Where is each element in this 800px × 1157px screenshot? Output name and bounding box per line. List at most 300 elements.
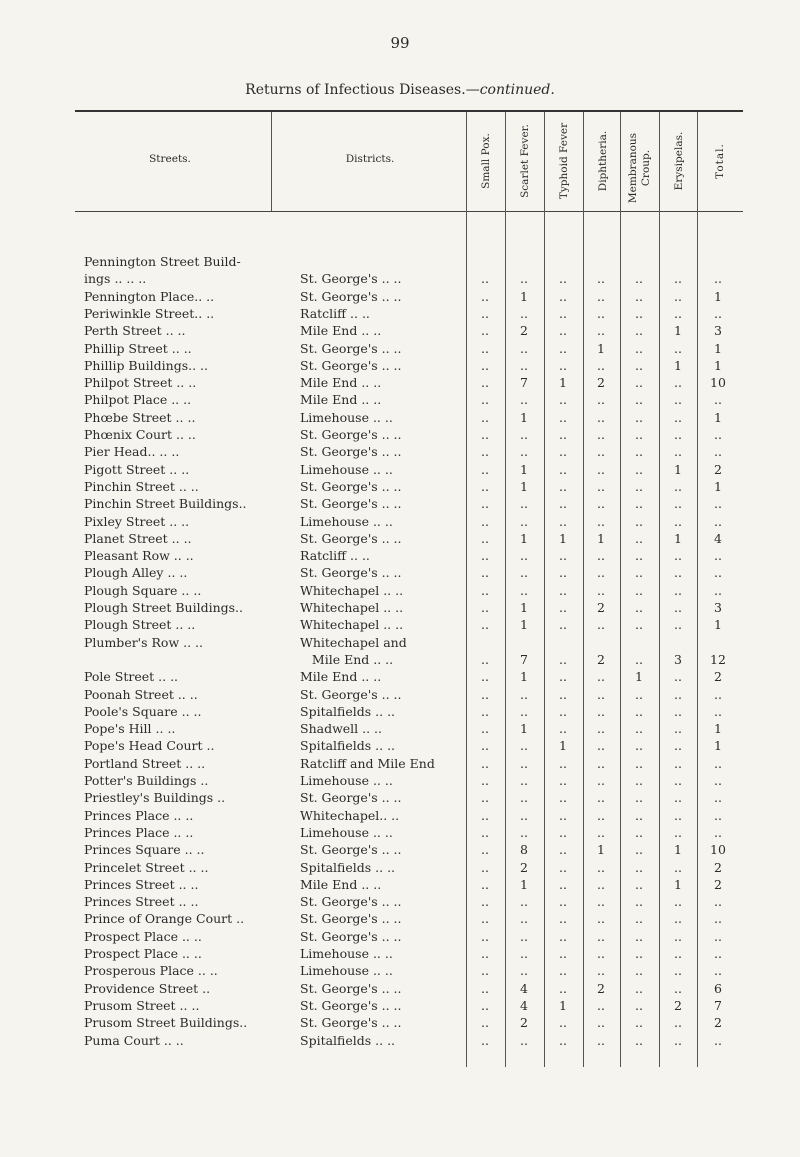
cell-value: .. <box>714 392 722 408</box>
cell-value: 1 <box>520 617 528 633</box>
table-row <box>0 341 800 358</box>
cell-value: .. <box>520 911 528 927</box>
cell-value: 1 <box>674 876 682 892</box>
cell-value: .. <box>635 600 643 615</box>
cell-value: 1 <box>635 669 643 685</box>
cell-value: .. <box>597 859 605 875</box>
cell-value: .. <box>635 807 643 823</box>
district-name: Mile End .. .. <box>300 651 394 667</box>
cell-value: .. <box>635 340 643 356</box>
table-row <box>0 877 800 894</box>
street-name: Princes Street .. .. <box>84 894 199 910</box>
cell-value: .. <box>635 288 643 304</box>
cell-value: .. <box>597 997 605 1013</box>
cell-value: .. <box>520 271 528 287</box>
cell-value: .. <box>481 946 489 961</box>
cell-value: .. <box>597 807 605 823</box>
street-name: Perth Street .. .. <box>84 323 186 339</box>
header-typhoid-fever: Typhoid Fever <box>558 122 570 200</box>
cell-value: 2 <box>597 375 605 391</box>
cell-value: .. <box>714 807 722 823</box>
table-row <box>0 358 800 375</box>
cell-value: .. <box>559 1015 567 1031</box>
cell-value: .. <box>520 686 528 702</box>
table-row <box>0 323 800 340</box>
cell-value: .. <box>674 669 682 685</box>
cell-value: .. <box>597 738 605 754</box>
street-name: Poonah Street .. .. <box>84 686 198 702</box>
street-name: Phillip Street .. .. <box>84 340 192 356</box>
cell-value: 3 <box>714 600 722 615</box>
cell-value: 2 <box>597 980 605 996</box>
cell-value: .. <box>559 911 567 927</box>
district-name: St. George's .. .. <box>300 444 402 460</box>
cell-value: .. <box>597 409 605 425</box>
cell-value: 10 <box>710 842 726 858</box>
cell-value: .. <box>714 496 722 512</box>
street-name: Pixley Street .. .. <box>84 513 190 529</box>
cell-value: .. <box>597 582 605 598</box>
cell-value: 1 <box>714 357 722 373</box>
cell-value: .. <box>559 444 567 460</box>
cell-value: .. <box>481 738 489 754</box>
table-row <box>0 911 800 928</box>
cell-value: .. <box>635 755 643 771</box>
district-name: St. George's .. .. <box>300 427 402 442</box>
district-name: St. George's .. .. <box>300 340 402 356</box>
district-name: St. George's .. .. <box>300 357 402 373</box>
cell-value: .. <box>597 565 605 581</box>
cell-value: .. <box>714 686 722 702</box>
table-row <box>0 1015 800 1032</box>
cell-value: 6 <box>714 980 722 996</box>
street-name: Phœbe Street .. .. <box>84 409 196 425</box>
cell-value: .. <box>674 755 682 771</box>
district-name: Spitalfields .. .. <box>300 859 396 875</box>
cell-value: .. <box>635 946 643 961</box>
cell-value: .. <box>674 444 682 460</box>
street-name: Princelet Street .. .. <box>84 859 209 875</box>
cell-value: .. <box>559 600 567 615</box>
cell-value: .. <box>674 271 682 287</box>
cell-value: 1 <box>520 600 528 615</box>
table-row <box>0 375 800 392</box>
cell-value: .. <box>635 375 643 391</box>
cell-value: .. <box>481 548 489 564</box>
cell-value: .. <box>635 582 643 598</box>
cell-value: .. <box>597 876 605 892</box>
cell-value: .. <box>674 980 682 996</box>
street-name: Princes Square .. .. <box>84 842 205 858</box>
cell-value: .. <box>674 790 682 806</box>
table-row <box>0 756 800 773</box>
cell-value: .. <box>559 842 567 858</box>
table-row <box>0 254 800 271</box>
table-row <box>0 306 800 323</box>
street-name: Plough Square .. .. <box>84 582 202 598</box>
cell-value: .. <box>559 409 567 425</box>
page-number: 99 <box>390 34 410 52</box>
street-name: Pope's Hill .. .. <box>84 721 176 737</box>
cell-value: .. <box>597 703 605 719</box>
cell-value: .. <box>520 357 528 373</box>
cell-value: 2 <box>520 859 528 875</box>
cell-value: 2 <box>714 461 722 477</box>
cell-value: .. <box>520 444 528 460</box>
cell-value: 1 <box>714 738 722 754</box>
cell-value: .. <box>597 323 605 339</box>
cell-value: .. <box>597 478 605 494</box>
cell-value: .. <box>674 375 682 391</box>
cell-value: .. <box>481 669 489 685</box>
district-name: St. George's .. .. <box>300 530 402 546</box>
table-row <box>0 635 800 652</box>
street-name: Periwinkle Street.. .. <box>84 305 215 321</box>
cell-value: .. <box>635 409 643 425</box>
cell-value: 2 <box>714 876 722 892</box>
cell-value: .. <box>559 513 567 529</box>
cell-value: .. <box>597 824 605 840</box>
cell-value: .. <box>481 876 489 892</box>
table-row <box>0 583 800 600</box>
cell-value: .. <box>520 790 528 806</box>
cell-value: .. <box>481 928 489 944</box>
cell-value: 1 <box>674 357 682 373</box>
table-row <box>0 687 800 704</box>
cell-value: .. <box>597 392 605 408</box>
cell-value: .. <box>635 894 643 910</box>
cell-value: .. <box>674 305 682 321</box>
district-name: St. George's .. .. <box>300 911 402 927</box>
district-name: Ratcliff .. .. <box>300 548 370 564</box>
cell-value: 1 <box>674 323 682 339</box>
cell-value: .. <box>674 824 682 840</box>
table-row <box>0 548 800 565</box>
cell-value: .. <box>597 1032 605 1048</box>
cell-value: .. <box>481 755 489 771</box>
cell-value: .. <box>597 427 605 442</box>
cell-value: .. <box>635 444 643 460</box>
cell-value: .. <box>481 357 489 373</box>
table-row <box>0 738 800 755</box>
cell-value: .. <box>597 669 605 685</box>
cell-value: .. <box>674 617 682 633</box>
cell-value: .. <box>520 773 528 788</box>
cell-value: .. <box>559 703 567 719</box>
street-name: Prusom Street Buildings.. <box>84 1015 248 1031</box>
cell-value: .. <box>597 928 605 944</box>
cell-value: .. <box>559 357 567 373</box>
header-diphtheria: Diphtheria. <box>597 130 609 192</box>
cell-value: .. <box>481 496 489 512</box>
district-name: St. George's .. .. <box>300 496 402 512</box>
cell-value: .. <box>597 963 605 979</box>
cell-value: .. <box>714 427 722 442</box>
cell-value: .. <box>714 790 722 806</box>
cell-value: .. <box>481 582 489 598</box>
district-name: Spitalfields .. .. <box>300 738 396 754</box>
cell-value: 1 <box>714 288 722 304</box>
street-name: Pope's Head Court .. <box>84 738 215 754</box>
cell-value: .. <box>714 824 722 840</box>
cell-value: .. <box>481 565 489 581</box>
street-name: Puma Court .. .. <box>84 1032 184 1048</box>
cell-value: .. <box>481 686 489 702</box>
cell-value: .. <box>674 911 682 927</box>
street-name: Pennington Street Build- <box>84 254 241 269</box>
cell-value: .. <box>597 271 605 287</box>
cell-value: 1 <box>559 738 567 754</box>
cell-value: .. <box>559 617 567 633</box>
cell-value: .. <box>635 565 643 581</box>
district-name: Mile End .. .. <box>300 323 382 339</box>
table-row <box>0 946 800 963</box>
cell-value: .. <box>481 600 489 615</box>
table-row <box>0 427 800 444</box>
cell-value: .. <box>635 721 643 737</box>
cell-value: .. <box>597 1015 605 1031</box>
street-name: ings .. .. .. <box>84 271 147 287</box>
cell-value: .. <box>481 340 489 356</box>
cell-value: .. <box>635 305 643 321</box>
cell-value: .. <box>520 427 528 442</box>
street-name: Prosperous Place .. .. <box>84 963 218 979</box>
cell-value: .. <box>597 357 605 373</box>
cell-value: .. <box>520 755 528 771</box>
cell-value: .. <box>674 478 682 494</box>
district-name: St. George's .. .. <box>300 288 402 304</box>
table-row <box>0 565 800 582</box>
street-name: Pigott Street .. .. <box>84 461 190 477</box>
cell-value: 1 <box>597 530 605 546</box>
cell-value: 7 <box>520 375 528 391</box>
cell-value: .. <box>481 824 489 840</box>
cell-value: .. <box>714 755 722 771</box>
cell-value: 1 <box>597 842 605 858</box>
cell-value: .. <box>674 496 682 512</box>
district-name: Whitechapel .. .. <box>300 600 404 615</box>
cell-value: .. <box>674 738 682 754</box>
cell-value: .. <box>520 392 528 408</box>
cell-value: 1 <box>714 721 722 737</box>
district-name: Mile End .. .. <box>300 669 382 685</box>
cell-value: .. <box>559 773 567 788</box>
cell-value: .. <box>635 548 643 564</box>
cell-value: 1 <box>559 997 567 1013</box>
district-name: Spitalfields .. .. <box>300 1032 396 1048</box>
district-name: St. George's .. .. <box>300 271 402 287</box>
district-name: St. George's .. .. <box>300 565 402 581</box>
caption-main: Returns of Infectious Diseases.— <box>245 82 480 98</box>
cell-value: .. <box>559 478 567 494</box>
cell-value: .. <box>559 963 567 979</box>
district-name: Whitechapel .. .. <box>300 582 404 598</box>
cell-value: .. <box>674 703 682 719</box>
table-row <box>0 1033 800 1050</box>
cell-value: 1 <box>714 478 722 494</box>
cell-value: 1 <box>714 617 722 633</box>
cell-value: .. <box>635 392 643 408</box>
header-erysipelas: Erysipelas. <box>673 131 685 191</box>
cell-value: .. <box>635 824 643 840</box>
district-name: St. George's .. .. <box>300 686 402 702</box>
cell-value: .. <box>714 305 722 321</box>
cell-value: .. <box>481 980 489 996</box>
table-row <box>0 444 800 461</box>
cell-value: .. <box>635 980 643 996</box>
cell-value: .. <box>635 617 643 633</box>
cell-value: .. <box>559 755 567 771</box>
cell-value: .. <box>481 427 489 442</box>
cell-value: .. <box>635 773 643 788</box>
cell-value: .. <box>597 548 605 564</box>
cell-value: .. <box>520 548 528 564</box>
cell-value: .. <box>597 513 605 529</box>
cell-value: .. <box>714 773 722 788</box>
cell-value: 7 <box>520 651 528 667</box>
cell-value: .. <box>559 946 567 961</box>
cell-value: .. <box>481 773 489 788</box>
cell-value: .. <box>520 1032 528 1048</box>
cell-value: 7 <box>714 997 722 1013</box>
table-row <box>0 271 800 288</box>
street-name: Phœnix Court .. .. <box>84 427 196 442</box>
cell-value: .. <box>714 894 722 910</box>
cell-value: .. <box>559 928 567 944</box>
cell-value: .. <box>597 305 605 321</box>
header-total: Total. <box>714 143 726 179</box>
table-row <box>0 773 800 790</box>
cell-value: .. <box>481 323 489 339</box>
cell-value: .. <box>481 409 489 425</box>
table-row <box>0 842 800 859</box>
street-name: Pier Head.. .. .. <box>84 444 180 460</box>
district-name: Mile End .. .. <box>300 392 382 408</box>
street-name: Pleasant Row .. .. <box>84 548 194 564</box>
cell-value: .. <box>674 565 682 581</box>
cell-value: .. <box>635 911 643 927</box>
cell-value: 1 <box>559 530 567 546</box>
district-name: St. George's .. .. <box>300 980 402 996</box>
cell-value: .. <box>481 288 489 304</box>
district-name: St. George's .. .. <box>300 894 402 910</box>
table-row <box>0 514 800 531</box>
cell-value: .. <box>674 288 682 304</box>
cell-value: .. <box>520 703 528 719</box>
cell-value: .. <box>520 807 528 823</box>
cell-value: 1 <box>520 288 528 304</box>
header-membranous-croup: Membranous Croup. <box>627 132 652 204</box>
street-name: Priestley's Buildings .. <box>84 790 226 806</box>
cell-value: 2 <box>597 651 605 667</box>
table-row <box>0 721 800 738</box>
cell-value: .. <box>559 894 567 910</box>
cell-value: .. <box>559 565 567 581</box>
cell-value: .. <box>481 1015 489 1031</box>
district-name: Whitechapel and <box>300 634 407 650</box>
cell-value: 1 <box>520 478 528 494</box>
cell-value: .. <box>635 876 643 892</box>
cell-value: 1 <box>520 409 528 425</box>
cell-value: .. <box>714 703 722 719</box>
cell-value: .. <box>559 392 567 408</box>
cell-value: 3 <box>674 651 682 667</box>
cell-value: .. <box>714 911 722 927</box>
district-name: Shadwell .. .. <box>300 721 383 737</box>
district-name: Limehouse .. .. <box>300 513 393 529</box>
cell-value: .. <box>559 548 567 564</box>
cell-value: .. <box>714 1032 722 1048</box>
district-name: Limehouse .. .. <box>300 409 393 425</box>
table-row <box>0 981 800 998</box>
cell-value: .. <box>559 340 567 356</box>
table-row <box>0 998 800 1015</box>
caption-continued: continued. <box>479 82 555 98</box>
cell-value: .. <box>635 357 643 373</box>
cell-value: .. <box>481 444 489 460</box>
district-name: Mile End .. .. <box>300 375 382 391</box>
cell-value: .. <box>520 963 528 979</box>
district-name: Spitalfields .. .. <box>300 703 396 719</box>
street-name: Princes Place .. .. <box>84 807 194 823</box>
cell-value: 2 <box>714 859 722 875</box>
table-row <box>0 496 800 513</box>
cell-value: .. <box>559 807 567 823</box>
street-name: Pennington Place.. .. <box>84 288 215 304</box>
cell-value: 4 <box>520 997 528 1013</box>
cell-value: .. <box>559 651 567 667</box>
cell-value: .. <box>481 530 489 546</box>
cell-value: 2 <box>714 669 722 685</box>
cell-value: .. <box>559 323 567 339</box>
cell-value: .. <box>481 859 489 875</box>
cell-value: .. <box>635 1032 643 1048</box>
cell-value: .. <box>635 842 643 858</box>
cell-value: 3 <box>714 323 722 339</box>
cell-value: .. <box>635 323 643 339</box>
cell-value: .. <box>635 997 643 1013</box>
cell-value: .. <box>635 530 643 546</box>
street-name: Princes Street .. .. <box>84 876 199 892</box>
cell-value: .. <box>597 790 605 806</box>
cell-value: .. <box>674 340 682 356</box>
cell-value: .. <box>597 894 605 910</box>
cell-value: .. <box>635 271 643 287</box>
table-row <box>0 410 800 427</box>
cell-value: 1 <box>597 340 605 356</box>
table-row <box>0 617 800 634</box>
cell-value: .. <box>597 686 605 702</box>
table-row <box>0 894 800 911</box>
cell-value: .. <box>481 305 489 321</box>
cell-value: .. <box>559 859 567 875</box>
cell-value: .. <box>674 859 682 875</box>
cell-value: 4 <box>714 530 722 546</box>
street-name: Pinchin Street Buildings.. <box>84 496 247 512</box>
cell-value: .. <box>559 1032 567 1048</box>
column-rule <box>271 112 272 211</box>
cell-value: 1 <box>674 530 682 546</box>
district-name: St. George's .. .. <box>300 790 402 806</box>
street-name: Plough Street .. .. <box>84 617 196 633</box>
cell-value: .. <box>714 513 722 529</box>
cell-value: .. <box>714 271 722 287</box>
cell-value: .. <box>520 565 528 581</box>
cell-value: 2 <box>520 1015 528 1031</box>
cell-value: .. <box>674 686 682 702</box>
cell-value: .. <box>481 461 489 477</box>
table-row <box>0 289 800 306</box>
